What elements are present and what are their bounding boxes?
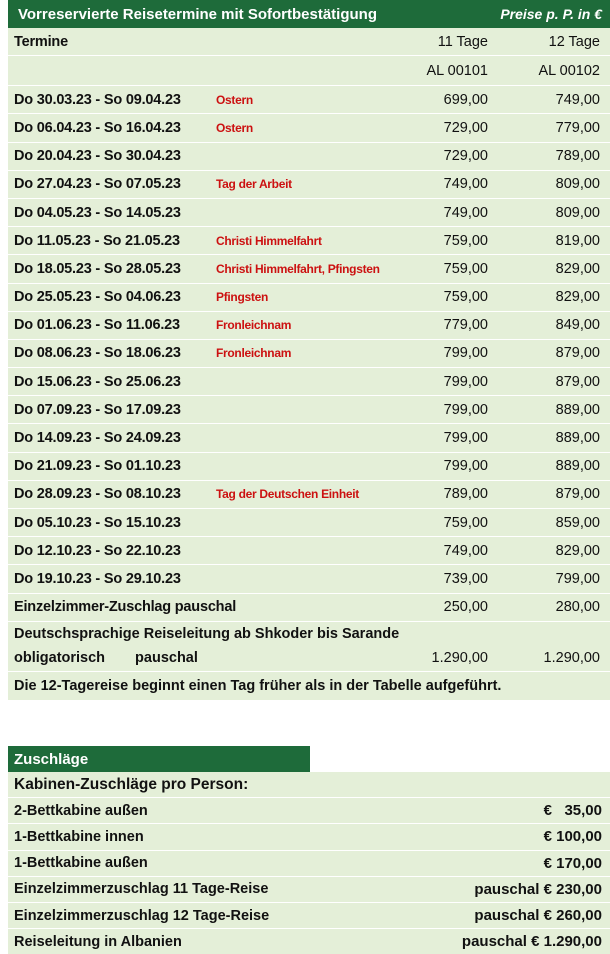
code-header-row	[8, 56, 610, 86]
date-range: Do 30.03.23 - So 09.04.23	[14, 91, 181, 108]
date-range: Do 20.04.23 - So 30.04.23	[14, 148, 181, 165]
table-row	[8, 143, 610, 171]
table-row	[8, 481, 610, 509]
holiday-label: Fronleichnam	[216, 346, 292, 361]
price-11: 799,00	[443, 401, 488, 418]
single-room-label: Einzelzimmer-Zuschlag pauschal	[14, 599, 237, 616]
date-range: Do 11.05.23 - So 21.05.23	[14, 232, 180, 249]
price-12: 859,00	[555, 514, 600, 531]
price-11: 729,00	[443, 148, 488, 165]
tour-guide-flat: pauschal	[135, 650, 198, 667]
surcharge-label: Einzelzimmerzuschlag 12 Tage-Reise	[14, 907, 270, 924]
price-12: 809,00	[555, 204, 600, 221]
price-11: 749,00	[443, 542, 488, 559]
surcharge-value: € 170,00	[543, 854, 602, 872]
date-rows	[8, 86, 610, 593]
price-12: 829,00	[555, 289, 600, 306]
surcharge-label: 1-Bettkabine außen	[14, 855, 148, 872]
date-range: Do 25.05.23 - So 04.06.23	[14, 289, 181, 306]
table-row	[8, 537, 610, 565]
table-row	[8, 199, 610, 227]
date-range: Do 06.04.23 - So 16.04.23	[14, 119, 181, 136]
table-row	[8, 368, 610, 396]
tour-guide-label: Deutschsprachige Reiseleitung ab Shkoder bis Sarande	[14, 626, 400, 643]
surcharge-label: Reiseleitung in Albanien	[14, 933, 182, 950]
holiday-label: Pfingsten	[216, 290, 268, 305]
price-11: 799,00	[443, 345, 488, 362]
table-row	[8, 171, 610, 199]
surcharge-value: € 35,00	[543, 802, 602, 820]
table-row	[8, 227, 610, 255]
surcharges-title: Zuschläge	[8, 746, 310, 772]
list-item	[8, 877, 610, 903]
surcharge-rows	[8, 798, 610, 954]
table-row	[8, 424, 610, 452]
single-room-row	[8, 594, 610, 622]
tour-guide-obligatory: obligatorisch	[14, 650, 106, 667]
price-12: 809,00	[555, 176, 600, 193]
surcharges-section-row	[8, 772, 610, 798]
table-row	[8, 114, 610, 142]
surcharge-value: € 100,00	[543, 828, 602, 846]
price-11: 799,00	[443, 458, 488, 475]
surcharge-label: Einzelzimmerzuschlag 11 Tage-Reise	[14, 881, 269, 898]
surcharges-table	[8, 746, 610, 954]
price-12: 829,00	[555, 542, 600, 559]
table-row	[8, 453, 610, 481]
list-item	[8, 824, 610, 850]
table-row	[8, 565, 610, 593]
price-12: 749,00	[555, 91, 600, 108]
tour-guide-price-12: 1.290,00	[543, 650, 600, 667]
price-11: 749,00	[443, 176, 488, 193]
table-row	[8, 255, 610, 283]
price-11: 739,00	[443, 570, 488, 587]
date-range: Do 19.10.23 - So 29.10.23	[14, 570, 181, 587]
tour-dates-header	[8, 0, 610, 28]
col-12-header: 12 Tage	[548, 33, 600, 50]
price-12: 829,00	[555, 260, 600, 277]
tour-guide-row	[8, 622, 610, 672]
table-row	[8, 86, 610, 114]
date-range: Do 18.05.23 - So 28.05.23	[14, 260, 181, 277]
price-12: 799,00	[555, 570, 600, 587]
date-range: Do 12.10.23 - So 22.10.23	[14, 542, 181, 559]
price-note: Preise p. P. in €	[500, 6, 602, 22]
date-range: Do 14.09.23 - So 24.09.23	[14, 430, 181, 447]
table-note: Die 12-Tagereise beginnt einen Tag früher als in der Tabelle aufgeführt.	[14, 677, 502, 694]
code-12: AL 00102	[538, 62, 600, 79]
price-12: 879,00	[555, 345, 600, 362]
date-range: Do 27.04.23 - So 07.05.23	[14, 176, 181, 193]
list-item	[8, 903, 610, 929]
price-11: 789,00	[443, 486, 488, 503]
price-11: 749,00	[443, 204, 488, 221]
single-room-price-11: 250,00	[443, 599, 488, 616]
holiday-label: Tag der Arbeit	[216, 177, 292, 192]
surcharge-value: pauschal € 1.290,00	[461, 933, 602, 951]
table-row	[8, 396, 610, 424]
price-12: 889,00	[555, 458, 600, 475]
holiday-label: Ostern	[216, 92, 253, 107]
date-range: Do 21.09.23 - So 01.10.23	[14, 458, 181, 475]
date-range: Do 05.10.23 - So 15.10.23	[14, 514, 181, 531]
surcharge-value: pauschal € 260,00	[474, 907, 602, 925]
date-range: Do 28.09.23 - So 08.10.23	[14, 486, 181, 503]
surcharge-value: pauschal € 230,00	[474, 880, 602, 898]
col-dates-header: Termine	[14, 33, 68, 50]
holiday-label: Christi Himmelfahrt	[216, 233, 322, 248]
list-item	[8, 929, 610, 954]
price-11: 759,00	[443, 232, 488, 249]
single-room-price-12: 280,00	[555, 599, 600, 616]
tour-dates-title: Vorreservierte Reisetermine mit Sofortbestätigung	[18, 5, 377, 23]
date-range: Do 08.06.23 - So 18.06.23	[14, 345, 181, 362]
surcharges-section: Kabinen-Zuschläge pro Person:	[14, 775, 249, 793]
code-11: AL 00101	[426, 62, 488, 79]
price-11: 799,00	[443, 373, 488, 390]
column-header-row	[8, 28, 610, 56]
date-range: Do 15.06.23 - So 25.06.23	[14, 373, 181, 390]
surcharge-label: 2-Bettkabine außen	[14, 802, 148, 819]
price-12: 819,00	[555, 232, 600, 249]
table-row	[8, 284, 610, 312]
tour-guide-price-11: 1.290,00	[431, 650, 488, 667]
date-range: Do 07.09.23 - So 17.09.23	[14, 401, 181, 418]
holiday-label: Ostern	[216, 120, 253, 135]
table-row	[8, 509, 610, 537]
list-item	[8, 798, 610, 824]
price-11: 779,00	[443, 317, 488, 334]
price-11: 759,00	[443, 260, 488, 277]
price-12: 879,00	[555, 373, 600, 390]
price-12: 879,00	[555, 486, 600, 503]
col-11-header: 11 Tage	[437, 33, 488, 50]
holiday-label: Fronleichnam	[216, 318, 292, 333]
price-11: 799,00	[443, 430, 488, 447]
price-11: 759,00	[443, 289, 488, 306]
list-item	[8, 851, 610, 877]
price-11: 759,00	[443, 514, 488, 531]
price-12: 889,00	[555, 401, 600, 418]
table-row	[8, 340, 610, 368]
holiday-label: Christi Himmelfahrt, Pfingsten	[216, 261, 380, 276]
table-row	[8, 312, 610, 340]
price-12: 789,00	[555, 148, 600, 165]
price-12: 849,00	[555, 317, 600, 334]
date-range: Do 04.05.23 - So 14.05.23	[14, 204, 181, 221]
price-11: 699,00	[443, 91, 488, 108]
price-12: 889,00	[555, 430, 600, 447]
tour-dates-table	[8, 0, 610, 700]
surcharge-label: 1-Bettkabine innen	[14, 828, 144, 845]
price-12: 779,00	[555, 119, 600, 136]
holiday-label: Tag der Deutschen Einheit	[216, 487, 359, 502]
date-range: Do 01.06.23 - So 11.06.23	[14, 317, 180, 334]
price-11: 729,00	[443, 119, 488, 136]
